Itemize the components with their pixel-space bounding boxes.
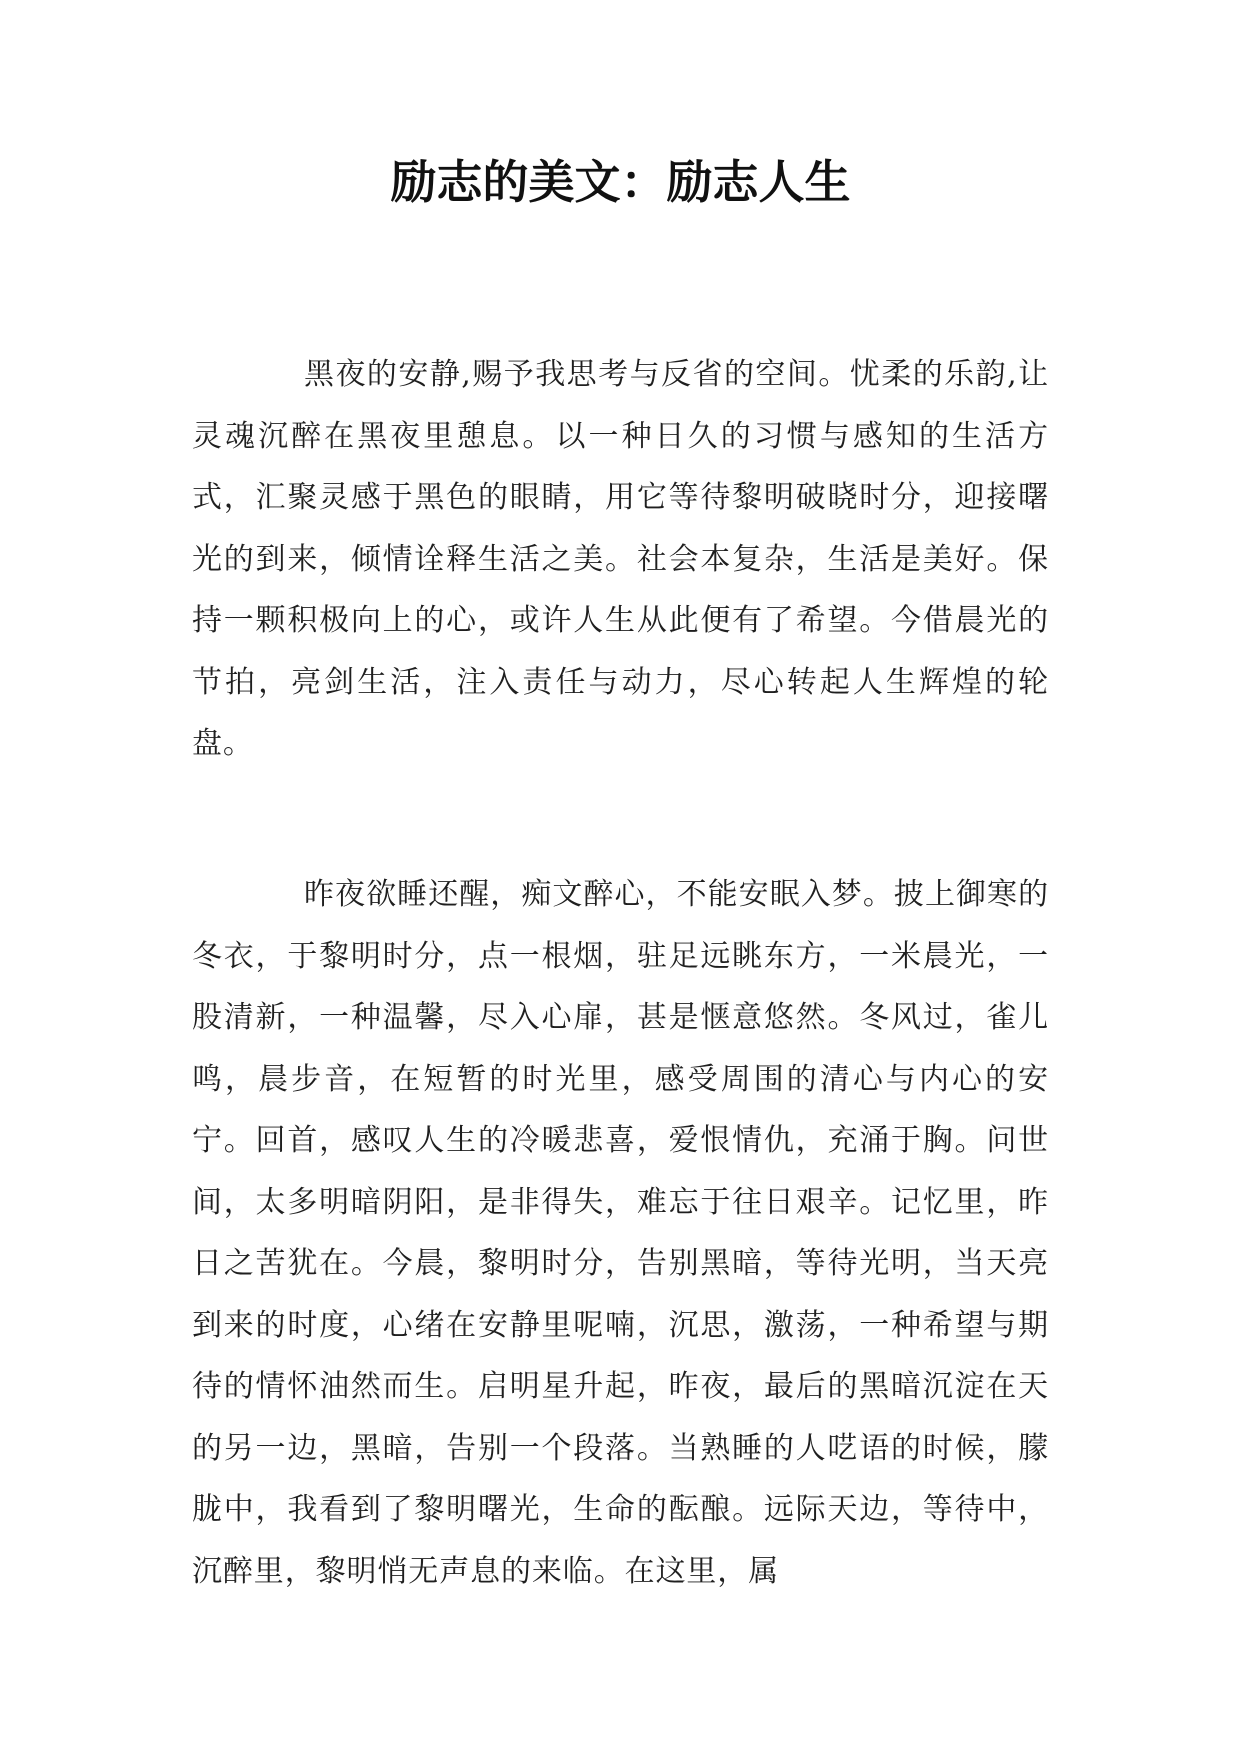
paragraph-2: 昨夜欲睡还醒，痴文醉心，不能安眠入梦。披上御寒的冬衣，于黎明时分，点一根烟，驻足远眺东方，一米晨光，一股清新，一种温馨，尽入心扉，甚是惬意悠然。冬风过，雀儿鸣，晨步音，在短暂的时光里，感受周围的清心与内心的安宁。回首，感叹人生的冷暖悲喜，爱恨情仇，充涌于胸。问世间，太多明暗阴阳，是非得失，难忘于往日艰辛。记忆里，昨日之苦犹在。今晨，黎明时分，告别黑暗，等待光明，当天亮到来的时度，心绪在安静里呢喃，沉思，激荡，一种希望与期待的情怀油然而生。启明星升起，昨夜，最后的黑暗沉淀在天的另一边，黑暗，告别一个段落。当熟睡的人呓语的时候，朦胧中，我看到了黎明曙光，生命的酝酿。远际天边，等待中，沉醉里，黎明悄无声息的来临。在这里，属 [192,877,1049,1589]
paragraph-1: 黑夜的安静,赐予我思考与反省的空间。忧柔的乐韵,让灵魂沉醉在黑夜里憩息。以一种日久的习惯与感知的生活方式，汇聚灵感于黑色的眼睛，用它等待黎明破晓时分，迎接曙光的到来，倾情诠释生活之美。社会本复杂，生活是美好。保持一颗积极向上的心，或许人生从此便有了希望。今借晨光的节拍，亮剑生活，注入责任与动力，尽心转起人生辉煌的轮盘。 [192,357,1049,761]
document-title: 励志的美文：励志人生 [390,155,851,209]
